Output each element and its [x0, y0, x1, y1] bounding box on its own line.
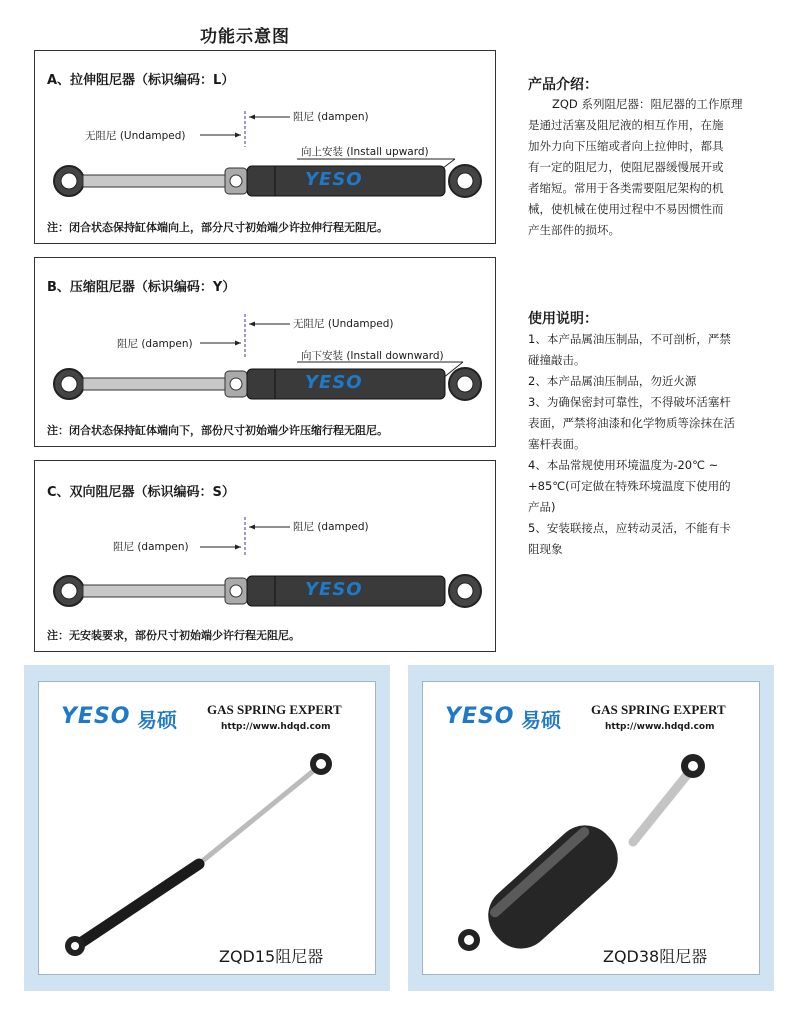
panel-b-note: 注：闭合状态保持缸体端向下，部份尺寸初始端少许压缩行程无阻尼。: [47, 424, 388, 437]
intro-line: 产生部件的损坏。: [528, 223, 620, 237]
usage-heading: 使用说明：: [528, 311, 598, 327]
product-card-zqd15: [24, 665, 390, 991]
usage-line: 2、本产品属油压制品，勿近火源: [528, 374, 697, 388]
usage-line: 产品): [528, 500, 556, 514]
brand-logo-cn: 易硕: [521, 708, 561, 732]
intro-text: [528, 94, 778, 241]
zqd38-product-image: [423, 682, 759, 974]
panel-b-title: B、压缩阻尼器（标识编码：Y）: [47, 280, 236, 295]
usage-line: 塞杆表面。: [528, 437, 586, 451]
product-frame: [422, 681, 760, 975]
intro-line: 有一定的阻尼力，使阻尼器缓慢展开或: [528, 160, 724, 174]
intro-line: 者缩短。常用于各类需要阻尼架构的机: [528, 181, 724, 195]
panel-a-title: A、拉伸阻尼器（标识编码：L）: [47, 73, 235, 88]
usage-line: 5、安装联接点，应转动灵活，不能有卡: [528, 521, 731, 535]
cylinder-logo: YESO: [305, 169, 363, 190]
product-caption: ZQD38阻尼器: [603, 947, 708, 966]
website-url: http://www.hdqd.com: [221, 722, 331, 732]
usage-line: 1、本产品属油压制品，不可剖析，严禁: [528, 332, 731, 346]
panel-c-diagram: [35, 461, 495, 651]
usage-line: 碰撞敲击。: [528, 353, 586, 367]
tagline: GAS SPRING EXPERT: [207, 702, 342, 717]
intro-line: 加外力向下压缩或者向上拉伸时，都具: [528, 139, 724, 153]
label-damped: 阻尼 (damped): [293, 521, 369, 533]
cylinder-logo: YESO: [305, 579, 363, 600]
label-dampen: 阻尼 (dampen): [293, 111, 369, 123]
zqd15-product-image: [39, 682, 375, 974]
label-dampen: 阻尼 (dampen): [113, 541, 189, 553]
label-install: 向上安装 (Install upward): [301, 146, 429, 158]
panel-c: [34, 460, 496, 652]
usage-line: 阻现象: [528, 542, 563, 556]
website-url: http://www.hdqd.com: [605, 722, 715, 732]
label-dampen: 阻尼 (dampen): [117, 338, 193, 350]
usage-line: +85℃(可定做在特殊环境温度下使用的: [528, 479, 731, 493]
brand-logo-cn: 易硕: [137, 708, 177, 732]
panel-a-note: 注：闭合状态保持缸体端向上，部分尺寸初始端少许拉伸行程无阻尼。: [47, 221, 388, 234]
intro-heading: 产品介绍：: [528, 77, 598, 93]
usage-line: 3、为确保密封可靠性，不得破坏活塞杆: [528, 395, 731, 409]
cylinder-logo: YESO: [305, 372, 363, 393]
label-install: 向下安装 (Install downward): [301, 350, 444, 362]
brand-logo: YESO: [61, 704, 131, 729]
intro-line: ZQD 系列阻尼器：阻尼器的工作原理: [552, 97, 743, 111]
intro-line: 是通过活塞及阻尼液的相互作用，在施: [528, 118, 724, 132]
usage-line: 4、本品常规使用环境温度为-20℃ ~: [528, 458, 719, 472]
usage-line: 表面，严禁将油漆和化学物质等涂抹在活: [528, 416, 735, 430]
damper-b-drawing: [54, 368, 481, 400]
panel-b: [34, 257, 496, 447]
label-undamped: 无阻尼 (Undamped): [85, 130, 186, 142]
tagline: GAS SPRING EXPERT: [591, 702, 726, 717]
label-undamped: 无阻尼 (Undamped): [293, 318, 394, 330]
damper-a-drawing: [54, 165, 481, 197]
product-card-zqd38: [408, 665, 774, 991]
panel-a: [34, 50, 496, 244]
product-frame: [38, 681, 376, 975]
product-caption: ZQD15阻尼器: [219, 947, 324, 966]
brand-logo: YESO: [445, 704, 515, 729]
intro-line: 械，使机械在使用过程中不易因惯性而: [528, 202, 724, 216]
damper-c-drawing: [54, 575, 481, 607]
panel-c-title: C、双向阻尼器（标识编码：S）: [47, 485, 235, 500]
usage-text: [528, 329, 783, 560]
page-title: 功能示意图: [200, 27, 290, 47]
panel-c-note: 注：无安装要求，部份尺寸初始端少许行程无阻尼。: [47, 629, 300, 642]
